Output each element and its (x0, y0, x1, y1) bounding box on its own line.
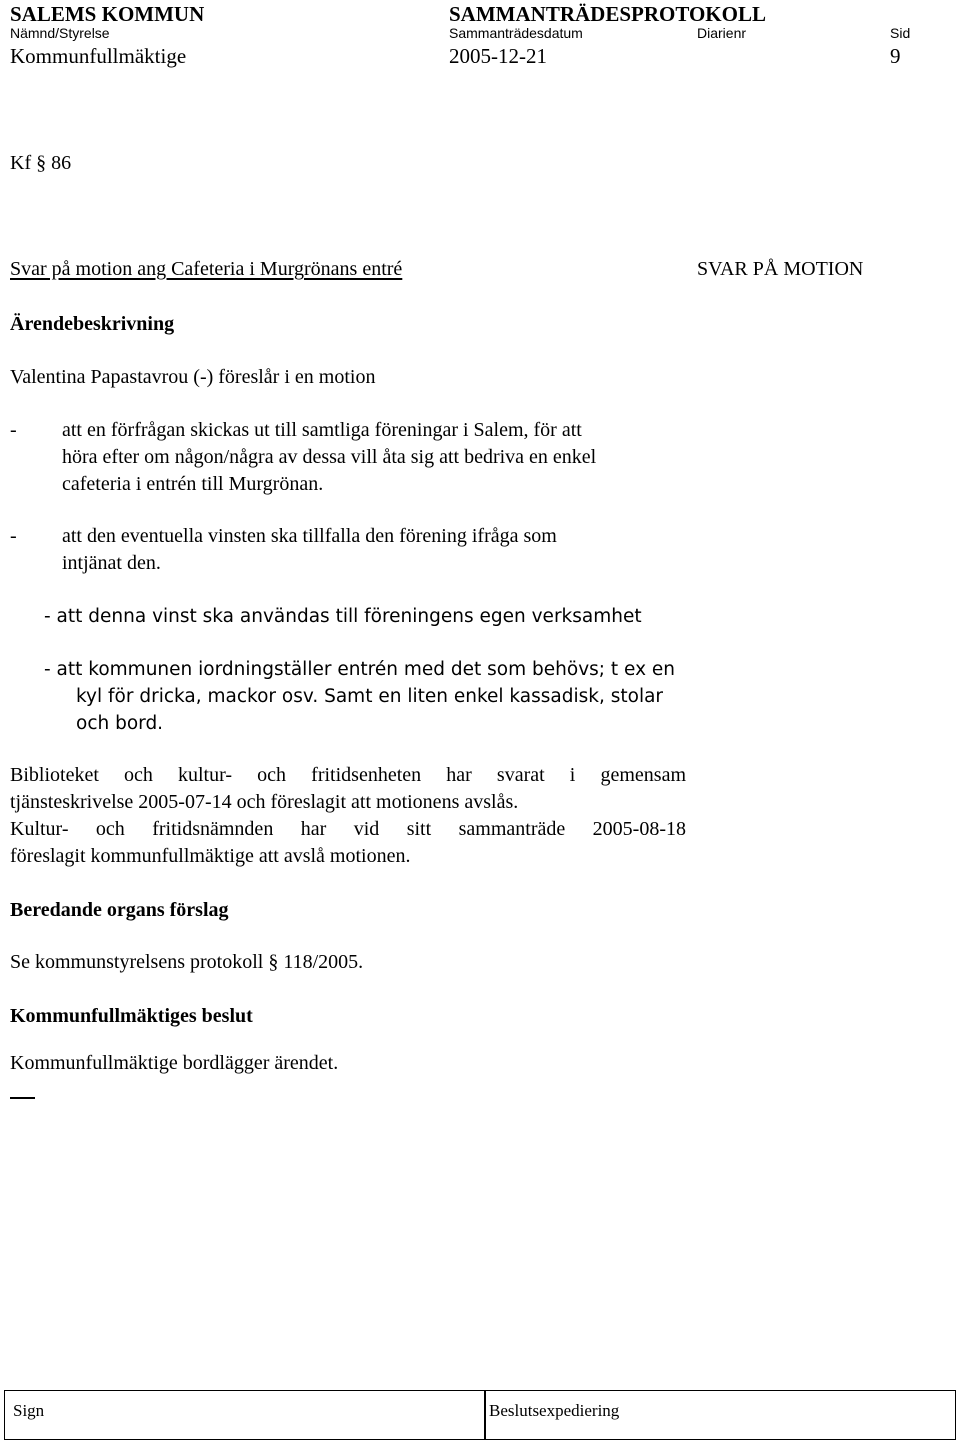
section-number: Kf § 86 (10, 152, 72, 174)
bullet-2-line-1: att den eventuella vinsten ska tillfalla den förening ifråga som (62, 525, 557, 547)
bullet-2-line-2: intjänat den. (62, 552, 161, 574)
heading-decision: Kommunfullmäktiges beslut (10, 1005, 253, 1027)
end-rule (10, 1097, 35, 1099)
document-title-right: SVAR PÅ MOTION (697, 258, 864, 280)
signature-footer (4, 1390, 956, 1440)
document-title: Svar på motion ang Cafeteria i Murgrönans entré (10, 258, 403, 280)
header-page-value: 9 (890, 44, 901, 68)
bullet-4-line-2: kyl för dricka, mackor osv. Samt en liten enkel kassadisk, stolar (76, 686, 664, 707)
paragraph-1-line-1: Biblioteket och kultur- och fritidsenheten har svarat i gemensam (10, 764, 686, 786)
organization-name: SALEMS KOMMUN (10, 2, 205, 26)
bullet-1-line-2: höra efter om någon/några av dessa vill åta sig att bedriva en enkel (62, 446, 597, 468)
heading-proposal: Beredande organs förslag (10, 899, 229, 921)
bullet-4-line-3: och bord. (76, 713, 164, 734)
paragraph-1-line-2: tjänsteskrivelse 2005-07-14 och föreslagit att motionens avslås. (10, 791, 519, 813)
bullet-4-line-1: - att kommunen iordningställer entrén med det som behövs; t ex en (44, 659, 676, 680)
paragraph-2-line-1: Kultur- och fritidsnämnden har vid sitt sammanträde 2005-08-18 (10, 818, 686, 840)
heading-case-description: Ärendebeskrivning (10, 313, 175, 335)
bullet-1-line-1: att en förfrågan skickas ut till samtliga föreningar i Salem, för att (62, 419, 582, 441)
bullet-3-line-1: - att denna vinst ska användas till föreningens egen verksamhet (44, 606, 642, 627)
header-label-diarienr: Diarienr (697, 25, 747, 41)
footer-divider (484, 1391, 486, 1439)
intro-text: Valentina Papastavrou (-) föreslår i en motion (10, 366, 376, 388)
decision-text: Kommunfullmäktige bordlägger ärendet. (10, 1052, 339, 1074)
header-label-page: Sid (890, 25, 911, 41)
document-type: SAMMANTRÄDESPROTOKOLL (449, 2, 766, 26)
header-label-body: Nämnd/Styrelse (10, 25, 110, 41)
header-date-value: 2005-12-21 (449, 44, 547, 68)
footer-dispatch-label: Beslutsexpediering (489, 1401, 620, 1420)
footer-sign-label: Sign (13, 1401, 45, 1420)
bullet-1-line-3: cafeteria i entrén till Murgrönan. (62, 473, 324, 495)
paragraph-2-line-2: föreslagit kommunfullmäktige att avslå motionen. (10, 845, 411, 867)
proposal-text: Se kommunstyrelsens protokoll § 118/2005. (10, 951, 364, 973)
header-body-value: Kommunfullmäktige (10, 44, 187, 68)
header-label-date: Sammanträdesdatum (449, 25, 583, 41)
bullet-dash: - (10, 419, 17, 441)
bullet-dash: - (10, 525, 17, 547)
